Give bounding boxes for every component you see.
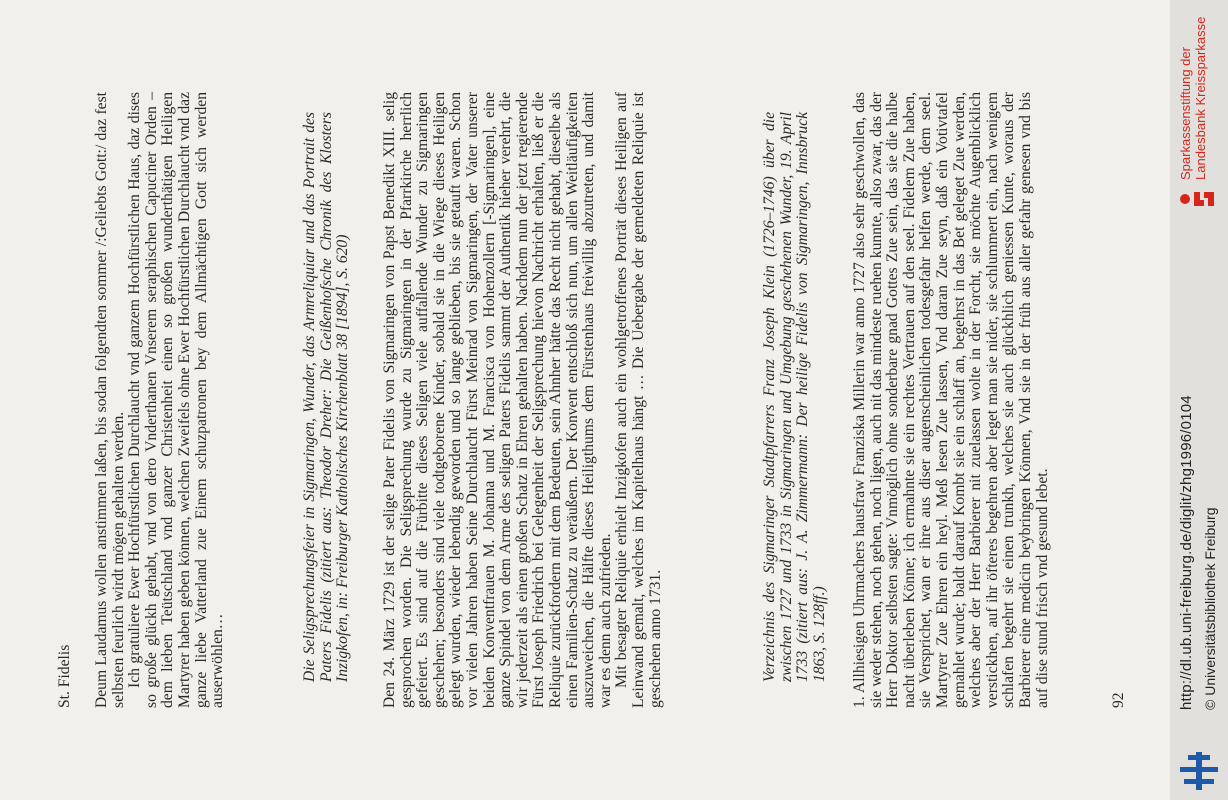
- sparkasse-logo-icon: [1178, 188, 1218, 210]
- sponsor-line-1: Sparkassenstiftung der: [1178, 47, 1193, 180]
- text-block-miracles: [852, 92, 1051, 708]
- source-heading-2: Verzeichnis des Sigmaringer Stadtpfarrers Franz Joseph Klein (1726–1746) über die zwischen 1727 und 1733 in Sigmaringen und Umgebung geschehenen Wunder, 19. April 1733 (zitiert aus: J. A. Zimmermann: Der heilige Fidelis von Sigmaringen, Innsbruck 1863, S. 128ff.): [761, 112, 828, 682]
- paragraph: Mit besagter Reliquie erhielt Inzigkofen auch ein wohlgetroffenes Porträt dieses Heiligen auf Leinwand gemalt, welches im Kapitelhaus hängt … Die Uebergabe der gemeldeten Reliquie ist geschehen anno 1731.: [613, 92, 664, 708]
- running-head: St. Fidelis: [56, 644, 73, 708]
- copyright-notice: © Universitätsbibliothek Freiburg: [1202, 507, 1218, 710]
- paragraph: Den 24. März 1729 ist der selige Pater Fidelis von Sigmaringen von Papst Benedikt XIII. selig gesprochen worden. Die Seligsprechung wurde zu Sigmaringen in der Pfarrkirche herrlich gefeiert. Es sind auf die Fürbitte dieses Seligen viele auffallende Wunder zu Sigmaringen geschehen; besonders sind viele todtgeborene Kinder, sobald sie in die Wiege dieses Heiligen gelegt wurden, wieder lebendig geworden und so lange geblieben, bis sie getauft waren. Schon vor vielen Jahren haben Seine Durchlaucht Fürst Meinrad von Sigmaringen, der Vater unserer beiden Konventfrauen M. Johanna und M. Francisca von Hohenzollern [-Sigmaringen], eine ganze Spindel von dem Arme des seligen Paters Fidelis sammt der Authentik hieher verehrt, die wir jederzeit als einen großen Schatz in Ehren gehalten haben. Nachdem nun der jetzt regierende Fürst Joseph Friedrich bei Gelegenheit der Seligsprechung hievon Nachricht erhalten, ließ er die Reliquie zurückfordern mit dem Bedeuten, sein Ahnher hätte das Recht nicht gehabt, dieselbe als einen Familien-Schatz zu veräußern. Der Konvent entschloß sich nun, um allen Weitläufigkeiten auszuweichen, die Hälfte dieses Heiligthums dem Fürstenhaus freiwillig abzutreten, und damit war es denn auch zufrieden.: [381, 92, 614, 708]
- library-sidebar: [1170, 0, 1228, 800]
- sponsor-text: [1178, 0, 1208, 180]
- paragraph: Deum Laudamus wollen anstimmen laßen, bis sodan folgendten sommer /:Geliebts Gott:/ daz fest selbsten feurlich wirdt mögen gehalten werden.: [93, 92, 127, 708]
- permalink-url[interactable]: http://dl.ub.uni-freiburg.de/diglit/zhg1996/0104: [1178, 395, 1195, 710]
- page-number: 92: [1110, 692, 1127, 708]
- university-library-logo-icon: [1176, 748, 1222, 794]
- paragraph: 1. Allhiesigen Uhrmachers hausfraw Franziska Millerin war anno 1727 also sehr geschwollen, das sie weder stehen, noch gehen, noch ligen, auch nit das mindeste ruehen kunnte, allso zwar, das der Herr Doktor selbsten sagte: Vnmöglich ohne sonderbare gnad Gottes Zue sein, das sie die halbe nacht überleben Könne; ich ermahnte sie ein rechtes Vertrauen auf den seel. Fidelem Zue haben, sie Versprichet, wan er ihre aus diser augenscheinlichen todesgefahr helfen werde, dem seel. Martyrer Zue Ehren ein heyl. Meß lesen Zue lassen, Vnd daran Zue seyn, daß ein Votivtafel gemahlet wurde; baldt darauf Kombt sie ein schlaff an, begehrst in das Bet geleget Zue werden, welches aber der Herr Barbierer nit zuelassen wolte in der Forcht, sie möchte Augenblicklich verstickhen, auf ihr öfteres begehren aber leget man sie nider, sie schlummert ein, nach wenigem schlafen begehrt sie einen trunkh, welches sie auch glückhlich geniessen Kunte, woraus der Barbierer eine medicin beybringen Können, Vnd sie in der früh aus aller gefahr genesen vnd bis auf dise stund frisch vnd gesund lebet.: [851, 92, 1051, 708]
- text-block-chronicle: [382, 92, 664, 708]
- paragraph: Ich gratuliere Ewer Hochfürstlichen Durchlaucht vnd ganzem Hochfürstlichen Haus, daz dises so große glückh gehabt, vnd von dero Vnderthanen Vnserem seraphischen Capuciner Orden – dem lieben Teütschland vnd ganzer Christenheit einen so großen wunderthätigen Heiligen Martyrer haben geben können, welchen Zweifels ohne Ewer Hochfürstlichen Durchlaucht vnd daz ganze liebe Vatterland zue Einem schuzpatronen bey dem Allmächtigen Gott sich werden auserwöhlen…: [126, 92, 227, 708]
- sponsor-line-2: Landesbank Kreissparkasse: [1193, 16, 1208, 180]
- source-heading-1: Die Seligsprechungsfeier in Sigmaringen, Wunder, das Armreliquiar und das Portrait des Paters Fidelis (zitiert aus: Theodor Dreher: Die Geißenhofsche Chronik des Klosters Inzigkofen, in: Freiburger Katholisches Kirchenblatt 38 [1894], S. 620): [301, 112, 352, 682]
- text-block-letter: [94, 92, 227, 708]
